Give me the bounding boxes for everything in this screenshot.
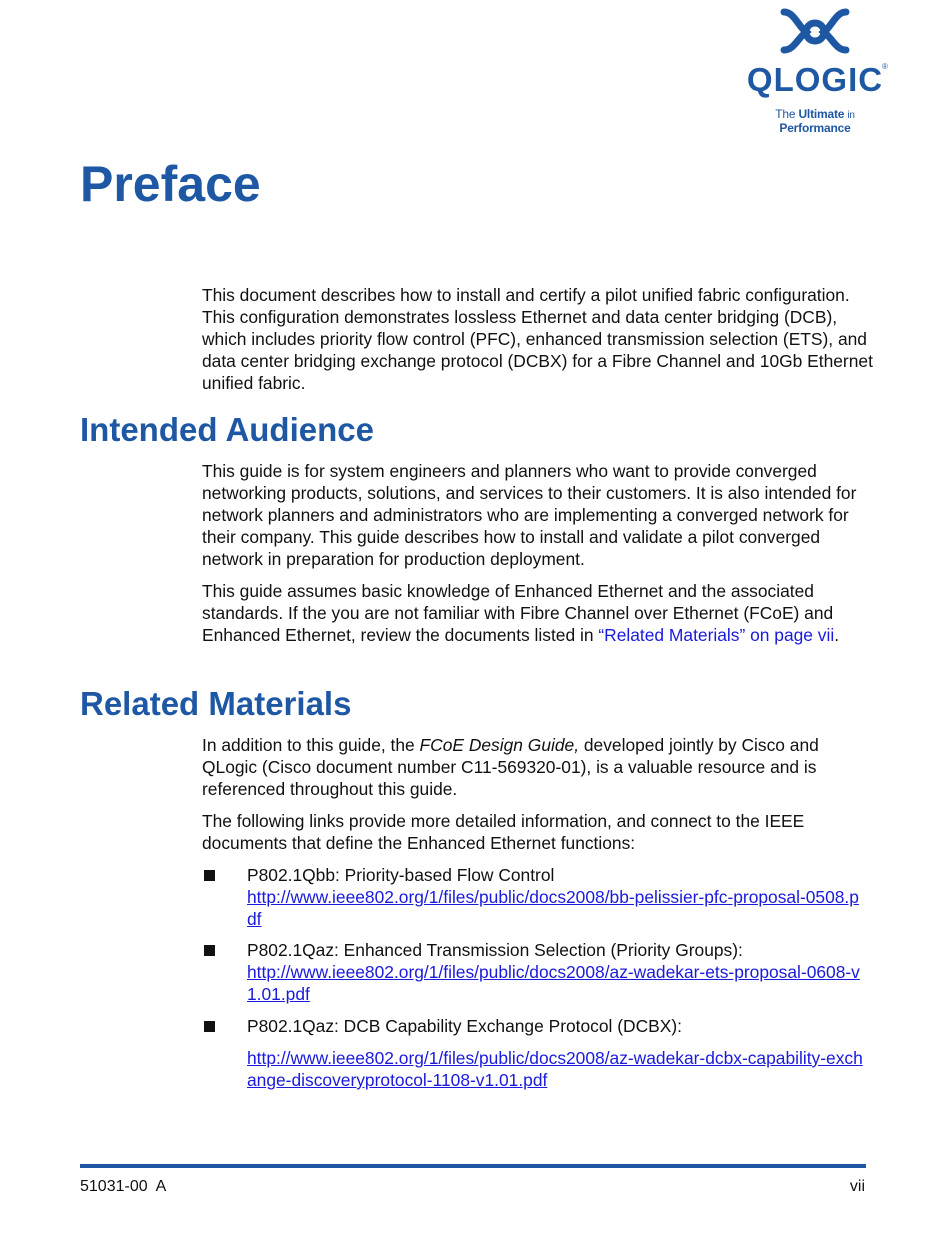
footer-divider bbox=[80, 1164, 866, 1168]
list-item-title: P802.1Qaz: Enhanced Transmission Selection (Priority Groups): bbox=[247, 940, 743, 960]
list-item-title: P802.1Qaz: DCB Capability Exchange Protocol (DCBX): bbox=[247, 1016, 682, 1036]
bullet-square-icon bbox=[204, 945, 215, 956]
related-paragraph-1: In addition to this guide, the FCoE Design Guide, developed jointly by Cisco and QLogic (Cisco document number C11-569320-01), is a valuable resource and is referenced throughout this guide. bbox=[202, 735, 819, 799]
page-number: vii bbox=[849, 1178, 865, 1195]
audience-paragraph-1: This guide is for system engineers and planners who want to provide converged networking products, solutions, and services to their customers. It is also intended for network planners and administrators who are implementing a converged network for their company. This guide describes how to install and validate a pilot converged network in preparation for production deployment. bbox=[202, 461, 857, 569]
related-materials-link[interactable]: “Related Materials” on page vii bbox=[598, 625, 835, 645]
intro-paragraph: This document describes how to install and certify a pilot unified fabric configuration. This configuration demonstrates lossless Ethernet and data center bridging (DCB), which includes priority flow control (PFC), enhanced transmission selection (ETS), and data center bridging exchange protocol (DCBX) for a Fibre Channel and 10Gb Ethernet unified fabric. bbox=[202, 285, 873, 393]
ieee-document-link[interactable]: http://www.ieee802.org/1/files/public/docs2008/bb-pelissier-pfc-proposal-0508.pdf bbox=[247, 887, 859, 929]
registered-mark: ® bbox=[882, 62, 888, 71]
document-number: 51031-00 A bbox=[80, 1178, 167, 1195]
related-materials-heading: Related Materials bbox=[80, 685, 352, 722]
related-paragraph-2: The following links provide more detailed information, and connect to the IEEE documents that define the Enhanced Ethernet functions: bbox=[202, 811, 805, 853]
intended-audience-heading: Intended Audience bbox=[80, 411, 374, 448]
audience-paragraph-2: This guide assumes basic knowledge of Enhanced Ethernet and the associated standards. If the you are not familiar with Fibre Channel over Ethernet (FCoE) and Enhanced Ethernet, review the documents listed in “Related Materials” on page vii. bbox=[202, 581, 840, 645]
bullet-square-icon bbox=[204, 1021, 215, 1032]
bullet-square-icon bbox=[204, 870, 215, 881]
logo-wordmark: QLOGIC bbox=[746, 61, 884, 98]
qlogic-logo bbox=[740, 6, 890, 135]
ieee-document-link[interactable]: http://www.ieee802.org/1/files/public/docs2008/az-wadekar-ets-proposal-0608-v1.01.pdf bbox=[247, 962, 860, 1004]
page-title: Preface bbox=[80, 156, 261, 212]
design-guide-title: FCoE Design Guide, bbox=[419, 735, 580, 755]
ieee-document-link[interactable]: http://www.ieee802.org/1/files/public/docs2008/az-wadekar-dcbx-capability-exchange-discoveryprotocol-1108-v1.01.pdf bbox=[247, 1048, 863, 1090]
qlogic-emblem-icon bbox=[776, 6, 854, 56]
list-item-title: P802.1Qbb: Priority-based Flow Control bbox=[247, 865, 555, 885]
logo-tagline: The Ultimate in Performance bbox=[775, 107, 855, 135]
